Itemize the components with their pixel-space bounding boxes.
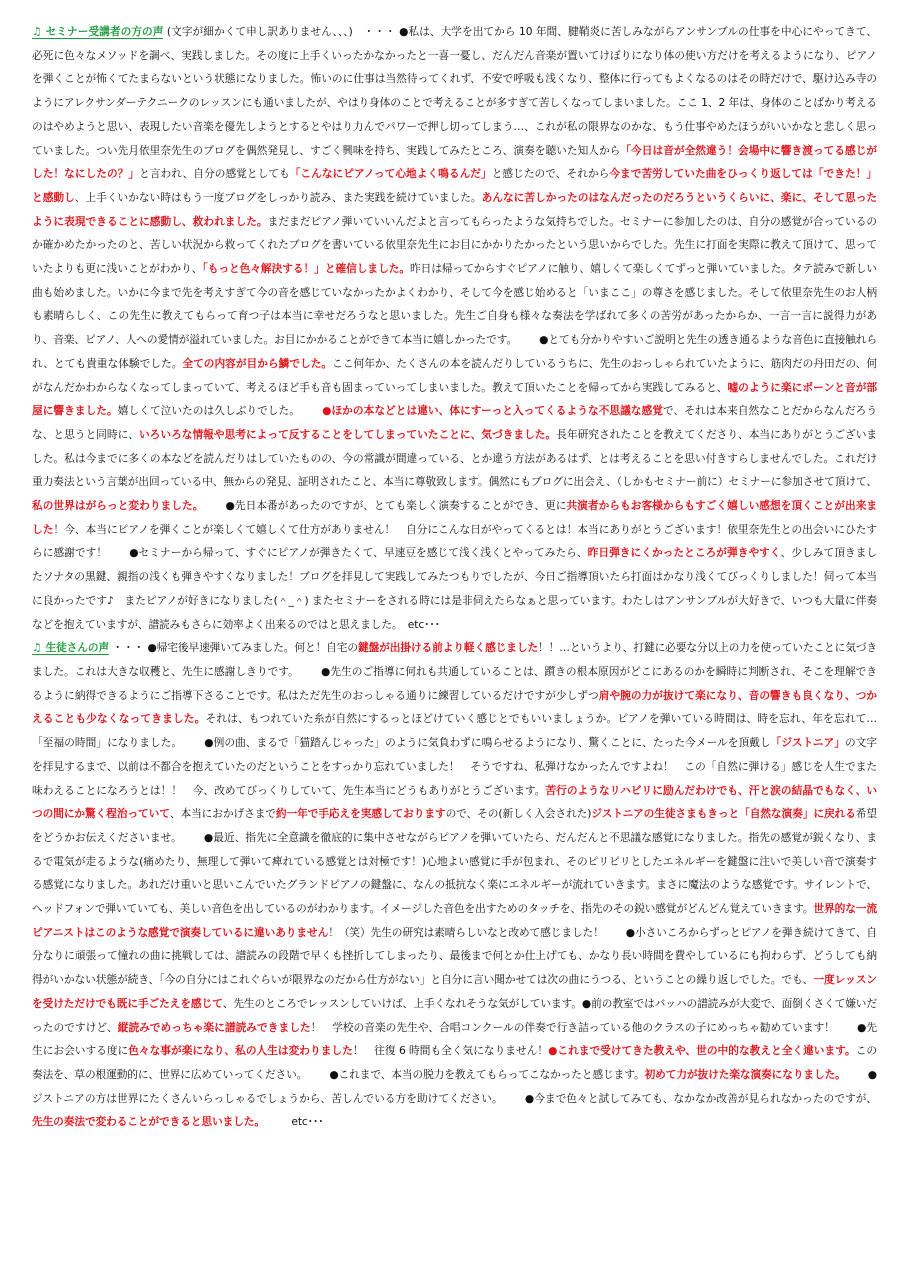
highlight-text: 縦読みでめっちゃ楽に譜読みできました: [117, 1020, 311, 1034]
body-text: ●先生にお会いする度に: [32, 1020, 877, 1058]
body-text: ●今まで色々と試してみても、なかなか改善が見られなかったのですが、: [524, 1091, 878, 1105]
body-text: ！（笑）先生の研究は素晴らしいなと改めて感じました！: [328, 925, 604, 939]
body-text: ●帰宅後早速弾いてみました。何と！自宅の: [147, 641, 358, 655]
seminar-testimonials: [32, 20, 877, 636]
body-text: ！ 往復 6 時間も全く気になりません！: [352, 1044, 549, 1058]
student-title-text: 生徒さんの声: [45, 641, 110, 655]
highlight-text: 色々な事が楽になり、私の人生は変わりました: [128, 1044, 353, 1058]
highlight-text: 共演者からもお客様からもすごく嬉しい感想を頂くことが出来ました: [32, 499, 877, 536]
highlight-text: 今まで苦労していた曲をひっくり返しては「できた！」と感動し: [32, 167, 877, 204]
highlight-text: 「今日は音が全然違う！会場中に響き渡ってる感じがした！なにしたの？」: [32, 143, 877, 181]
seminar-section-title: [32, 25, 163, 39]
student-testimonial-body: [32, 641, 877, 1128]
seminar-testimonial-body: [32, 25, 877, 631]
highlight-text: 初めて力が抜けた楽な演奏になりました。: [644, 1067, 846, 1081]
body-text: 長年研究されたことを教えてくださり、本当にありがとうございました。私は今までに多くの本などを読んだりはしていたものの、今の常識が間違っている、とか違う方法があるはず、とは考えることを思い付きすらしませんでした。これだけ重力奏法という言葉が出回っている中、無からの発見、証明されたこと、本当に尊敬致します。偶然にもブログに出会え、（しかもセミナー前に）セミナーに参加させて頂けて、: [32, 427, 877, 489]
highlight-text: 肩や腕の力が抜けて楽になり、音の響きも良くなり、つかえることも少なくなってきました。: [32, 688, 878, 726]
body-text: で、それは本来自然なことだからなんだろうな、と思うと同時に、: [32, 404, 877, 441]
body-text: 希望をどうかお伝えくださいませ。: [32, 807, 877, 844]
body-text: ●例の曲、まるで「猫踏んじゃった」のように気負わずに鳴らせるようになり、驚くことに、たった今メールを頂戴し: [204, 736, 771, 750]
highlight-text: 約一年で手応えを実感しております: [275, 807, 446, 821]
body-text: ！！…というより、打鍵に必要な分以上の力を使っていたことに気づきました。これは大きな収穫と、先生に感謝しきりです。: [32, 641, 878, 678]
highlight-text: 全ての内容が目から鱗でした。: [182, 356, 333, 370]
highlight-text: ジストニアの生徒さまもきっと「自然な演奏」に戻れる: [591, 807, 856, 821]
body-text: 、少しみて頂きましたソナタの黒鍵、親指の浅くも弾きやすくなりました！ブログを拝見して実践してみたつもりでしたが、今日ご指導頂いたら打面はかなり浅くてびっくりしました！伺って本当に良かったです♪ またピアノが好きになりました(＾_＾) またセミナーをされる時には是非伺えたらなぁと思っています。わたしはアンサンブルが大好きで、いつも大量に伴奏などを抱えていますが、譜読みもさらに効率よく出来るのではと思えました。 etc･･･: [32, 546, 878, 631]
seminar-lead-text: (文字が細かくて申し訳ありません、、、) ・・・: [166, 25, 396, 38]
body-text: 嬉しくて泣いたのは久しぶりでした。: [117, 404, 300, 418]
body-text: ●小さいころからずっとピアノを弾き続けてきて、自分なりに頑張って憧れの曲に挑戦しては、譜読みの段階で早くも挫折してしまったり、最後まで何とか仕上げても、かなり長い時間を費やしているにも拘わらず、どうしても納得がいかない状態が続き、「今の自分にはこれぐらいが限界なのだから仕方がない」と自分に言い聞かせては次の曲にうつる、ということの繰り返しでした。でも、: [32, 925, 878, 987]
highlight-text: 鍵盤が出掛ける前より軽く感じました: [357, 641, 539, 655]
highlight-text: 私の世界はがらっと変わりました。: [32, 499, 204, 513]
highlight-text: 先生の奏法で変わることができると思いました。: [32, 1115, 260, 1129]
highlight-text: 「ジストニア」: [770, 736, 845, 750]
highlight-text: ●これまで受けてきた教えや、世の中的な教えと全く違います。: [548, 1044, 856, 1058]
highlight-text: いろいろな情報や思考によって反することをしてしまっていたことに、気づきました。: [138, 427, 557, 441]
seminar-title-text: セミナー受講者の方の声: [45, 25, 164, 38]
body-text: と言われ、自分の感覚としても: [139, 167, 290, 181]
body-text: ●これまで、本当の脱力を教えてもらってこなかったと感じます。: [329, 1067, 645, 1081]
body-text: ●先日本番があったのですが、とても楽しく演奏することができ、更に: [225, 499, 567, 513]
body-text: 、上手くいかない時はもう一度ブログをしっかり読み、また実践を続けていました。: [74, 190, 482, 204]
body-text: etc･･･: [259, 1115, 324, 1129]
music-note-icon: ♫: [32, 25, 42, 38]
highlight-text: 苦行のようなリハビリに励んだわけでも、汗と涙の結晶でもなく、いつの間にか驚く程治っていて: [32, 783, 877, 821]
body-text: 、先生のところでレッスンしていけば、上手くなれそうな気がしています。: [222, 996, 582, 1010]
highlight-text: 昨日弾きにくかったところが弾きやすく: [587, 546, 781, 560]
body-text: ここ何年か、たくさんの本を読んだりしているうちに、先生のおっしゃられていたように、筋肉だの丹田だの、何がなんだかわからなくなってしまっていて、考えるほど手も音も固まっていってしまいました。教えて頂いたことを帰ってから実践してみると、: [32, 356, 877, 394]
body-text: ！ 学校の音楽の先生や、合唱コンクールの伴奏で行き詰っている他のクラスの子にめっちゃ勧めています！: [310, 1020, 835, 1034]
body-text: ！今、本当にピアノを弾くことが楽しくて嬉しくて仕方がありません！ 自分にこんな日がやってくるとは！本当にありがとうございます！依里奈先生との出会いにひたすらに感謝です！: [32, 522, 877, 560]
body-text: ●先生のご指導に何れも共通していることは、躓きの根本原因がどこにあるのかを瞬時に判断され、そこを理解できるように納得できるようにご指導下さることです。私はただ先生のおっしゃる通りに練習しているだけですが少しずつ: [32, 664, 877, 702]
highlight-text: あんなに苦しかったのはなんだったのだろうというくらいに、楽に、そして思ったように表現できることに感動し、救われました。: [32, 190, 877, 228]
body-text: まだまだピアノ弾いていいんだよと言ってもらったような気持ちでした。セミナーに参加したのは、自分の感覚が合っているのか確かめたかったのと、苦しい状況から救ってくれたブログを書いている依里奈先生にお目にかかりたかったという思いからでした。先生に打面を実際に教えて頂けて、思っていたよりも更に浅いことがわかり、: [32, 214, 877, 276]
student-section-title: [32, 641, 109, 655]
body-text: 昨日は帰ってからすぐピアノに触り、嬉しくて楽しくてずっと弾いていました。タテ読みで新しい曲も始めました。いかに今まで先を考えすぎて今の音を感じていなかったかよくわかり、そして今を感じ始めると「いまここ」の尊さを感じました。そして依里奈先生のお人柄も素晴らしく、この先生に教えてもらって育つ子は本当に幸せだろうなと思いました。先生ご自身も様々な奏法を学ばれて多くの苦労があったからか、一言一言に説得力があり、音楽、ピアノ、人への愛情が溢れていました。お目にかかることができて本当に嬉しかったです。: [32, 262, 878, 347]
body-text: ●私は、大学を出てから 10 年間、腱鞘炎に苦しみながらアンサンブルの仕事を中心にやってきて、必死に色々なメソッドを調べ、実践しました。その度に上手くいったかなかったと一喜一憂し、だんだん音楽が置いてけぼりになり体の使い方だけを考えるようになり、ピアノを弾くことが怖くてたまらないという状態になりました。怖いのに仕事は当然待ってくれず、不安で呼吸も浅くなり、整体に行ってもよくなるのはその時だけで、駆け込み寺のようにアレクサンダーテクニークのレッスンにも通いましたが、やはり身体のことで考えることが多すぎて苦しくなってしまいました。ここ 1、2 年は、身体のことばかり考えるのはやめようと思い、表現したい音楽を優先しようとするとやはり力んでパワーで押し切ってしまう…、これが私の限界なのかな、もう仕事やめたほうがいいかなと悲しく思っていました。つい先月依里奈先生のブログを偶然発見し、すごく興味を持ち、実践してみたところ、演奏を聴いた知人から: [32, 25, 877, 157]
highlight-text: 一度レッスンを受けただけでも既に手ごたえを感じて: [32, 973, 877, 1010]
highlight-text: 世界的な一流ピアニストはこのような感覚で演奏しているに違いありません: [32, 902, 878, 939]
body-text: ●セミナーから帰って、すぐにピアノが弾きたくて、早速豆を感じて浅く浅くとやってみたら、: [129, 546, 588, 560]
highlight-text: ●ほかの本などとは違い、体にすーっと入ってくるような不思議な感覚: [321, 404, 663, 418]
body-text: の文字を拝見するまで、以前は不都合を抱えていたのだということをすっかり忘れていました！ そうですね、私弾けなかったんですよね！ この「自然に弾ける」感じを人生でまた味わえることになろうとは！！ 今、改めてびっくりしていて、先生本当にどうもありがとうございます。: [32, 736, 878, 797]
highlight-text: 「こんなにピアノって心地よく鳴るんだ」: [289, 167, 492, 181]
body-text: と感じたので、それから: [491, 167, 610, 181]
body-text: ●とても分かりやすいご説明と先生の透き通るような音色に直接触れられ、とても貴重な体験でした。: [32, 333, 877, 370]
highlight-text: 「もっと色々解決する！」と確信しました。: [202, 262, 411, 276]
student-lead-text: ・・・: [112, 641, 145, 655]
body-text: それは、もつれていた糸が自然にするっとほどけていく感じとでもいいましょうか。ピアノを弾いている時間は、時を忘れ、年を忘れて…「至福の時間」になりました。: [32, 712, 878, 750]
body-text: ●最近、指先に全意識を徹底的に集中させながらピアノを弾いていたら、だんだんと不思議な感覚になりました。指先の感覚が鋭くなり、まるで電気が走るような(痛めたり、無理して弾いて痺れている感覚とは対極です！)心地よい感覚に手が包まれ、そのピリピリとしたエネルギーを鍵盤に注いで美しい音で演奏する感覚になりました。あれだけ重いと思いこんでいたグランドピアノの鍵盤に、なんの抵抗なく楽にエネルギーが流れていきます。まさに魔法のような感覚です。サイレントで、ヘッドフォンで弾いていても、美しい音色を出しているのがわかります。イメージした音色を出すためのタッチを、指先のその鋭い感覚がどんどん覚えていきます。: [32, 830, 877, 916]
student-testimonials: [32, 636, 877, 1134]
body-text: ●ジストニアの方は世界にたくさんいらっしゃるでしょうから、苦しんでいる方を助けてください。: [32, 1067, 878, 1105]
body-text: この奏法を、草の根運動的に、世界に広めていってください。: [32, 1044, 877, 1081]
music-note-icon: ♫: [32, 641, 42, 655]
highlight-text: 嘘のように楽にポーンと音が部屋に響きました。: [32, 380, 877, 418]
body-text: ●前の教室ではバッハの譜読みが大変で、面倒くさくて嫌いだったのですけど、: [32, 996, 877, 1034]
body-text: 、本当におかげさまで: [169, 807, 276, 821]
body-text: ので、その(新しく入会された): [445, 807, 592, 821]
